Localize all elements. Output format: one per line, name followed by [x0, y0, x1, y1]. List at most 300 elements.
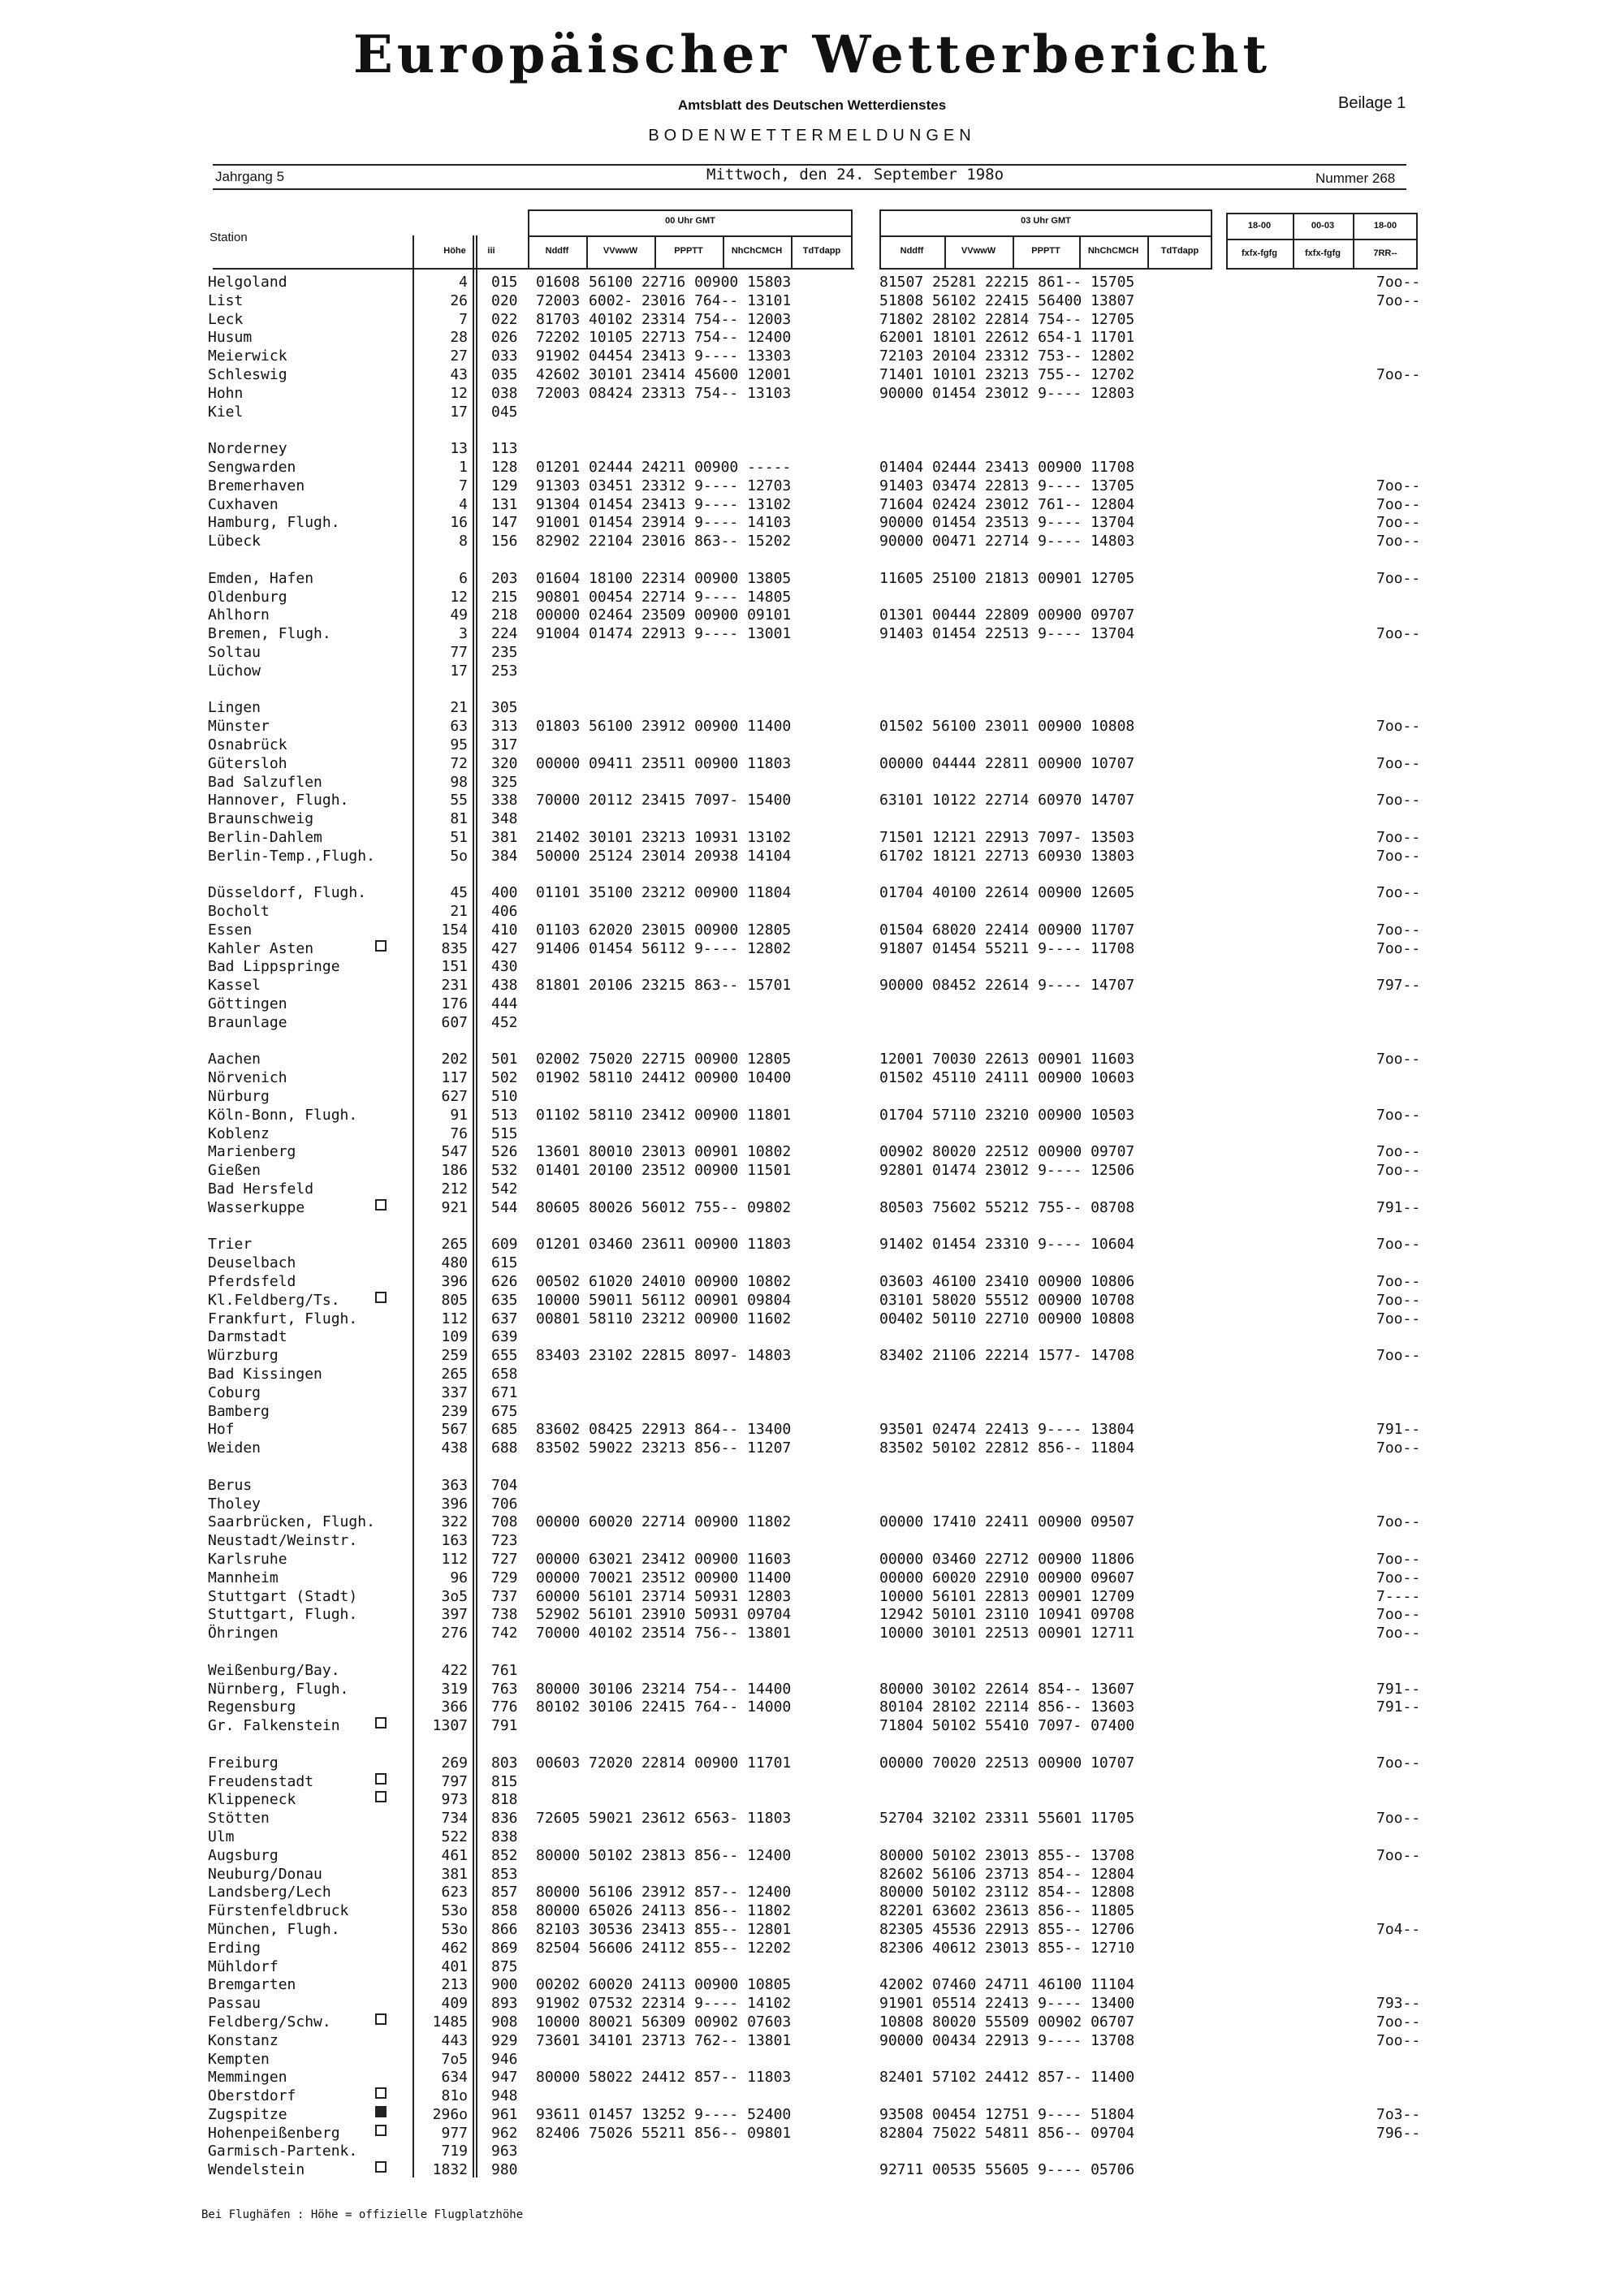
station-id: 218	[491, 606, 518, 624]
station-id: 129	[491, 477, 518, 494]
table-row	[0, 1254, 1624, 1273]
col03-ppptt: PPPTT	[1031, 246, 1060, 256]
table-row	[0, 940, 1624, 959]
obs-00-gmt: 21402 30101 23213 10931 13102	[536, 828, 792, 846]
obs-00-gmt: 42602 30101 23414 45600 12001	[536, 365, 792, 383]
station-name: Zugspitze	[208, 2105, 287, 2123]
col03-tdtd: TdTdapp	[1160, 246, 1199, 256]
station-height: 77	[450, 643, 468, 661]
station-height: 154	[441, 921, 468, 939]
station-id: 857	[491, 1884, 518, 1901]
station-height: 265	[441, 1236, 468, 1254]
table-row	[0, 1421, 1624, 1439]
open-square-icon	[375, 2013, 387, 2025]
station-name: Bremerhaven	[208, 477, 305, 494]
station-id: 131	[491, 495, 518, 513]
station-name: Osnabrück	[208, 736, 287, 753]
station-name: Deuselbach	[208, 1254, 296, 1272]
station-height: 17	[450, 662, 468, 680]
right-top-1: 18-00	[1247, 221, 1272, 231]
obs-00-gmt: 50000 25124 23014 20938 14104	[536, 847, 792, 865]
beilage-label: Beilage 1	[1338, 94, 1406, 112]
obs-18-00: 7oo--	[1376, 921, 1421, 939]
obs-18-00: 793--	[1376, 1995, 1421, 2013]
open-square-icon	[375, 940, 387, 952]
table-row	[0, 589, 1624, 607]
table-row	[0, 1884, 1624, 1902]
obs-18-00: 7oo--	[1376, 1606, 1421, 1624]
obs-03-gmt: 93501 02474 22413 9---- 13804	[879, 1421, 1135, 1439]
obs-03-gmt: 71501 12121 22913 7097- 13503	[879, 828, 1135, 846]
obs-03-gmt: 83502 50102 22812 856-- 11804	[879, 1439, 1135, 1457]
obs-18-00: 7o4--	[1376, 1920, 1421, 1938]
station-name: Hannover, Flugh.	[208, 792, 349, 809]
station-id: 723	[491, 1532, 518, 1550]
station-height: 63	[450, 718, 468, 736]
station-height: 117	[441, 1069, 468, 1087]
jahrgang-label: Jahrgang 5	[215, 169, 285, 184]
obs-00-gmt: 82103 30536 23413 855-- 12801	[536, 1920, 792, 1938]
station-name: Nürnberg, Flugh.	[208, 1680, 349, 1698]
table-row	[0, 292, 1624, 311]
obs-18-00: 7oo--	[1376, 1569, 1421, 1586]
station-name: Soltau	[208, 643, 261, 661]
station-height: 163	[441, 1532, 468, 1550]
obs-03-gmt: 01502 45110 24111 00900 10603	[879, 1069, 1135, 1087]
station-name: Würzburg	[208, 1347, 279, 1365]
table-row	[0, 1143, 1624, 1162]
table-row	[0, 1310, 1624, 1329]
station-id: 671	[491, 1383, 518, 1401]
table-row	[0, 1199, 1624, 1218]
station-height: 623	[441, 1884, 468, 1901]
station-id: 035	[491, 365, 518, 383]
table-row	[0, 329, 1624, 347]
obs-18-00: 7oo--	[1376, 1625, 1421, 1642]
station-name: Hohenpeißenberg	[208, 2124, 340, 2142]
footnote: Bei Flughäfen : Höhe = offizielle Flugplatzhöhe	[201, 2208, 524, 2221]
station-height: 381	[441, 1865, 468, 1883]
station-name: Neustadt/Weinstr.	[208, 1532, 358, 1550]
table-row	[0, 1662, 1624, 1681]
station-height: 45	[450, 884, 468, 902]
station-height: 973	[441, 1791, 468, 1809]
station-height: 734	[441, 1810, 468, 1828]
table-row	[0, 496, 1624, 515]
obs-18-00: 7oo--	[1376, 847, 1421, 865]
right-divider	[1226, 239, 1418, 240]
obs-03-gmt: 10000 56101 22813 00901 12709	[879, 1587, 1135, 1605]
station-name: Helgoland	[208, 274, 287, 291]
station-name: Münster	[208, 718, 270, 736]
station-name: Hohn	[208, 384, 244, 402]
table-row	[0, 958, 1624, 977]
station-height: 322	[441, 1513, 468, 1531]
station-height: 212	[441, 1180, 468, 1198]
table-row	[0, 1180, 1624, 1199]
table-row	[0, 1625, 1624, 1643]
station-height: 259	[441, 1347, 468, 1365]
station-id: 438	[491, 977, 518, 995]
station-height: 21	[450, 903, 468, 921]
station-name: Kempten	[208, 2050, 270, 2068]
table-row	[0, 1921, 1624, 1940]
table-row	[0, 736, 1624, 755]
subtitle: Amtsblatt des Deutschen Wetterdienstes	[677, 97, 947, 113]
group-gap	[0, 1643, 1624, 1662]
station-name: Husum	[208, 329, 253, 347]
station-height: 7o5	[441, 2050, 468, 2068]
station-height: 55	[450, 792, 468, 809]
station-id: 215	[491, 588, 518, 606]
table-row	[0, 1810, 1624, 1828]
table-row	[0, 1791, 1624, 1810]
table-row	[0, 1347, 1624, 1366]
table-row	[0, 829, 1624, 848]
station-name: Göttingen	[208, 995, 287, 1013]
station-height: 76	[450, 1124, 468, 1142]
station-name: Hamburg, Flugh.	[208, 514, 340, 532]
station-name: Bad Salzuflen	[208, 773, 322, 791]
station-height: 95	[450, 736, 468, 753]
station-id: 313	[491, 718, 518, 736]
station-name: Passau	[208, 1995, 261, 2013]
station-id: 737	[491, 1587, 518, 1605]
obs-00-gmt: 01102 58110 23412 00900 11801	[536, 1106, 792, 1124]
group03-header: 03 Uhr GMT	[1021, 216, 1071, 226]
obs-00-gmt: 82406 75026 55211 856-- 09801	[536, 2124, 792, 2142]
obs-18-00: 791--	[1376, 1698, 1421, 1716]
station-name: Braunschweig	[208, 810, 314, 828]
obs-00-gmt: 83403 23102 22815 8097- 14803	[536, 1347, 792, 1365]
obs-00-gmt: 01902 58110 24412 00900 10400	[536, 1069, 792, 1087]
station-name: Landsberg/Lech	[208, 1884, 331, 1901]
station-height: 53o	[441, 1902, 468, 1920]
group03-divider	[879, 235, 1212, 237]
obs-00-gmt: 72003 6002- 23016 764-- 13101	[536, 291, 792, 309]
station-height: 363	[441, 1476, 468, 1494]
obs-18-00: 7oo--	[1376, 274, 1421, 291]
col03-sep-4	[1147, 235, 1149, 270]
obs-00-gmt: 80000 30106 23214 754-- 14400	[536, 1680, 792, 1698]
table-row	[0, 1069, 1624, 1088]
station-id: 908	[491, 2013, 518, 2031]
station-name: Stötten	[208, 1810, 270, 1828]
col00-tdtd: TdTdapp	[802, 246, 841, 256]
table-row	[0, 1606, 1624, 1625]
obs-03-gmt: 82804 75022 54811 856-- 09704	[879, 2124, 1135, 2142]
obs-00-gmt: 80000 58022 24412 857-- 11803	[536, 2069, 792, 2087]
station-name: Berlin-Dahlem	[208, 828, 322, 846]
obs-00-gmt: 82504 56606 24112 855-- 12202	[536, 1939, 792, 1957]
table-row	[0, 1717, 1624, 1736]
station-id: 501	[491, 1051, 518, 1068]
table-row	[0, 1273, 1624, 1292]
obs-18-00: 7oo--	[1376, 718, 1421, 736]
obs-03-gmt: 93508 00454 12751 9---- 51804	[879, 2105, 1135, 2123]
station-height: 81	[450, 810, 468, 828]
station-height: 16	[450, 514, 468, 532]
station-height: 17	[450, 403, 468, 421]
station-id: 406	[491, 903, 518, 921]
obs-00-gmt: 10000 59011 56112 00901 09804	[536, 1291, 792, 1309]
obs-00-gmt: 00000 60020 22714 00900 11802	[536, 1513, 792, 1531]
station-id: 658	[491, 1366, 518, 1383]
station-id: 637	[491, 1310, 518, 1327]
station-name: Gütersloh	[208, 754, 287, 772]
station-name: Gr. Falkenstein	[208, 1717, 340, 1735]
station-name: Lingen	[208, 699, 261, 717]
open-square-icon	[375, 2161, 387, 2173]
station-name: Essen	[208, 921, 253, 939]
station-name: Lüchow	[208, 662, 261, 680]
obs-03-gmt: 01404 02444 23413 00900 11708	[879, 458, 1135, 476]
station-header: Station	[209, 231, 248, 244]
station-id: 038	[491, 384, 518, 402]
obs-03-gmt: 00000 60020 22910 00900 09607	[879, 1569, 1135, 1586]
obs-03-gmt: 01504 68020 22414 00900 11707	[879, 921, 1135, 939]
table-row	[0, 2143, 1624, 2161]
station-name: Bremgarten	[208, 1976, 296, 1994]
obs-03-gmt: 71802 28102 22814 754-- 12705	[879, 310, 1135, 328]
station-id: 729	[491, 1569, 518, 1586]
obs-00-gmt: 83602 08425 22913 864-- 13400	[536, 1421, 792, 1439]
station-height: 26	[450, 291, 468, 309]
station-height: 49	[450, 606, 468, 624]
table-row	[0, 2069, 1624, 2087]
station-id: 147	[491, 514, 518, 532]
obs-00-gmt: 72003 08424 23313 754-- 13103	[536, 384, 792, 402]
obs-00-gmt: 91004 01474 22913 9---- 13001	[536, 625, 792, 643]
station-name: Bamberg	[208, 1402, 270, 1420]
station-id: 156	[491, 533, 518, 550]
station-name: Düsseldorf, Flugh.	[208, 884, 367, 902]
obs-03-gmt: 92801 01474 23012 9---- 12506	[879, 1162, 1135, 1180]
col00-sep-4	[791, 235, 793, 270]
obs-03-gmt: 00402 50110 22710 00900 10808	[879, 1310, 1135, 1327]
table-row	[0, 2013, 1624, 2032]
group-gap	[0, 551, 1624, 570]
station-height: 438	[441, 1439, 468, 1457]
obs-03-gmt: 12942 50101 23110 10941 09708	[879, 1606, 1135, 1624]
filled-square-icon	[375, 2106, 387, 2117]
table-row	[0, 477, 1624, 496]
col03-sep-1	[944, 235, 946, 270]
obs-03-gmt: 10000 30101 22513 00901 12711	[879, 1625, 1135, 1642]
station-id: 853	[491, 1865, 518, 1883]
station-name: Fürstenfeldbruck	[208, 1902, 349, 1920]
obs-18-00: 791--	[1376, 1421, 1421, 1439]
station-height: 4	[459, 274, 468, 291]
obs-00-gmt: 80000 50102 23813 856-- 12400	[536, 1846, 792, 1864]
station-height: 522	[441, 1828, 468, 1845]
station-name: Bocholt	[208, 903, 270, 921]
station-height: 112	[441, 1310, 468, 1327]
iii-header: iii	[487, 246, 495, 256]
open-square-icon	[375, 1791, 387, 1802]
station-name: Feldberg/Schw.	[208, 2013, 331, 2031]
station-table-body	[0, 274, 1624, 2180]
station-height: 28	[450, 329, 468, 347]
obs-03-gmt: 71604 02424 23012 761-- 12804	[879, 495, 1135, 513]
table-row	[0, 440, 1624, 459]
station-height: 461	[441, 1846, 468, 1864]
obs-00-gmt: 81801 20106 23215 863-- 15701	[536, 977, 792, 995]
col03-nhch: NhChCMCH	[1087, 246, 1139, 256]
station-id: 858	[491, 1902, 518, 1920]
obs-03-gmt: 71804 50102 55410 7097- 07400	[879, 1717, 1135, 1735]
station-height: 27	[450, 347, 468, 365]
station-name: Oberstdorf	[208, 2087, 296, 2105]
table-row	[0, 1328, 1624, 1347]
station-height: 337	[441, 1383, 468, 1401]
station-id: 836	[491, 1810, 518, 1828]
station-name: Lübeck	[208, 533, 261, 550]
station-name: Karlsruhe	[208, 1550, 287, 1568]
table-row	[0, 606, 1624, 625]
station-name: Meierwick	[208, 347, 287, 365]
obs-00-gmt: 72605 59021 23612 6563- 11803	[536, 1810, 792, 1828]
obs-03-gmt: 90000 01454 23012 9---- 12803	[879, 384, 1135, 402]
obs-18-00: 7oo--	[1376, 2013, 1421, 2031]
obs-03-gmt: 00000 04444 22811 00900 10707	[879, 754, 1135, 772]
obs-18-00: 7oo--	[1376, 569, 1421, 587]
obs-00-gmt: 01608 56100 22716 00900 15803	[536, 274, 792, 291]
obs-00-gmt: 72202 10105 22713 754-- 12400	[536, 329, 792, 347]
obs-03-gmt: 03603 46100 23410 00900 10806	[879, 1273, 1135, 1291]
table-row	[0, 311, 1624, 330]
station-id: 317	[491, 736, 518, 753]
obs-03-gmt: 63101 10122 22714 60970 14707	[879, 792, 1135, 809]
station-height: 151	[441, 958, 468, 976]
obs-18-00: 7oo--	[1376, 1273, 1421, 1291]
station-height: 12	[450, 588, 468, 606]
obs-00-gmt: 91001 01454 23914 9---- 14103	[536, 514, 792, 532]
table-row	[0, 718, 1624, 736]
station-name: Kl.Feldberg/Ts.	[208, 1291, 340, 1309]
obs-03-gmt: 61702 18121 22713 60930 13803	[879, 847, 1135, 865]
station-id: 900	[491, 1976, 518, 1994]
table-row	[0, 1439, 1624, 1458]
station-id: 513	[491, 1106, 518, 1124]
station-name: Bad Lippspringe	[208, 958, 340, 976]
obs-03-gmt: 82602 56106 23713 854-- 12804	[879, 1865, 1135, 1883]
station-name: Mannheim	[208, 1569, 279, 1586]
right-bottom-1: fxfx-fgfg	[1242, 248, 1277, 258]
station-id: 128	[491, 458, 518, 476]
station-height: 480	[441, 1254, 468, 1272]
obs-18-00: 7oo--	[1376, 1846, 1421, 1864]
obs-03-gmt: 10808 80020 55509 00902 06707	[879, 2013, 1135, 2031]
station-height: 422	[441, 1661, 468, 1679]
station-name: Nürburg	[208, 1088, 270, 1106]
table-row	[0, 385, 1624, 404]
station-name: Konstanz	[208, 2031, 279, 2049]
station-height: 186	[441, 1162, 468, 1180]
station-id: 224	[491, 625, 518, 643]
obs-18-00: 7oo--	[1376, 1106, 1421, 1124]
obs-18-00: 7oo--	[1376, 1310, 1421, 1327]
station-height: 81o	[441, 2087, 468, 2105]
obs-03-gmt: 12001 70030 22613 00901 11603	[879, 1051, 1135, 1068]
table-row	[0, 1847, 1624, 1866]
station-name: Coburg	[208, 1383, 261, 1401]
station-name: List	[208, 291, 244, 309]
table-row	[0, 1477, 1624, 1495]
station-id: 655	[491, 1347, 518, 1365]
station-id: 688	[491, 1439, 518, 1457]
obs-18-00: 7oo--	[1376, 754, 1421, 772]
table-row	[0, 404, 1624, 422]
open-square-icon	[375, 1717, 387, 1728]
open-square-icon	[375, 2125, 387, 2136]
station-name: Pferdsfeld	[208, 1273, 296, 1291]
station-height: 53o	[441, 1920, 468, 1938]
table-row	[0, 1014, 1624, 1033]
station-id: 727	[491, 1550, 518, 1568]
table-row	[0, 1384, 1624, 1403]
station-id: 946	[491, 2050, 518, 2068]
obs-03-gmt: 80000 50102 23112 854-- 12808	[879, 1884, 1135, 1901]
table-row	[0, 625, 1624, 644]
group-gap	[0, 1736, 1624, 1754]
station-id: 026	[491, 329, 518, 347]
obs-00-gmt: 70000 40102 23514 756-- 13801	[536, 1625, 792, 1642]
station-height: 6	[459, 569, 468, 587]
station-height: 109	[441, 1328, 468, 1346]
station-id: 685	[491, 1421, 518, 1439]
station-id: 742	[491, 1625, 518, 1642]
table-row	[0, 1940, 1624, 1958]
obs-00-gmt: 90801 00454 22714 9---- 14805	[536, 588, 792, 606]
hoehe-header: Höhe	[443, 246, 466, 256]
section-title: BODENWETTERMELDUNGEN	[648, 127, 976, 145]
station-height: 3	[459, 625, 468, 643]
table-row	[0, 2161, 1624, 2180]
station-height: 443	[441, 2031, 468, 2049]
table-row	[0, 662, 1624, 681]
open-square-icon	[375, 2087, 387, 2099]
station-height: 213	[441, 1976, 468, 1994]
obs-03-gmt: 83402 21106 22214 1577- 14708	[879, 1347, 1135, 1365]
station-name: Freiburg	[208, 1754, 279, 1772]
obs-03-gmt: 52704 32102 23311 55601 11705	[879, 1810, 1135, 1828]
table-row	[0, 1976, 1624, 1995]
obs-18-00: 7oo--	[1376, 1810, 1421, 1828]
table-row	[0, 1292, 1624, 1310]
table-row	[0, 1551, 1624, 1569]
obs-00-gmt: 01201 03460 23611 00900 11803	[536, 1236, 792, 1254]
station-id: 348	[491, 810, 518, 828]
obs-00-gmt: 91304 01454 23413 9---- 13102	[536, 495, 792, 513]
station-height: 4	[459, 495, 468, 513]
table-row	[0, 366, 1624, 385]
station-name: Koblenz	[208, 1124, 270, 1142]
obs-18-00: 7----	[1376, 1587, 1421, 1605]
station-name: Sengwarden	[208, 458, 296, 476]
obs-00-gmt: 73601 34101 23713 762-- 13801	[536, 2031, 792, 2049]
station-name: Berus	[208, 1476, 253, 1494]
station-id: 875	[491, 1957, 518, 1975]
station-height: 5o	[450, 847, 468, 865]
col00-nhch: NhChCMCH	[731, 246, 783, 256]
table-row	[0, 884, 1624, 903]
station-id: 381	[491, 828, 518, 846]
obs-00-gmt: 00202 60020 24113 00900 10805	[536, 1976, 792, 1994]
station-name: Emden, Hafen	[208, 569, 314, 587]
station-name: Kassel	[208, 977, 261, 995]
station-name: Erding	[208, 1939, 261, 1957]
